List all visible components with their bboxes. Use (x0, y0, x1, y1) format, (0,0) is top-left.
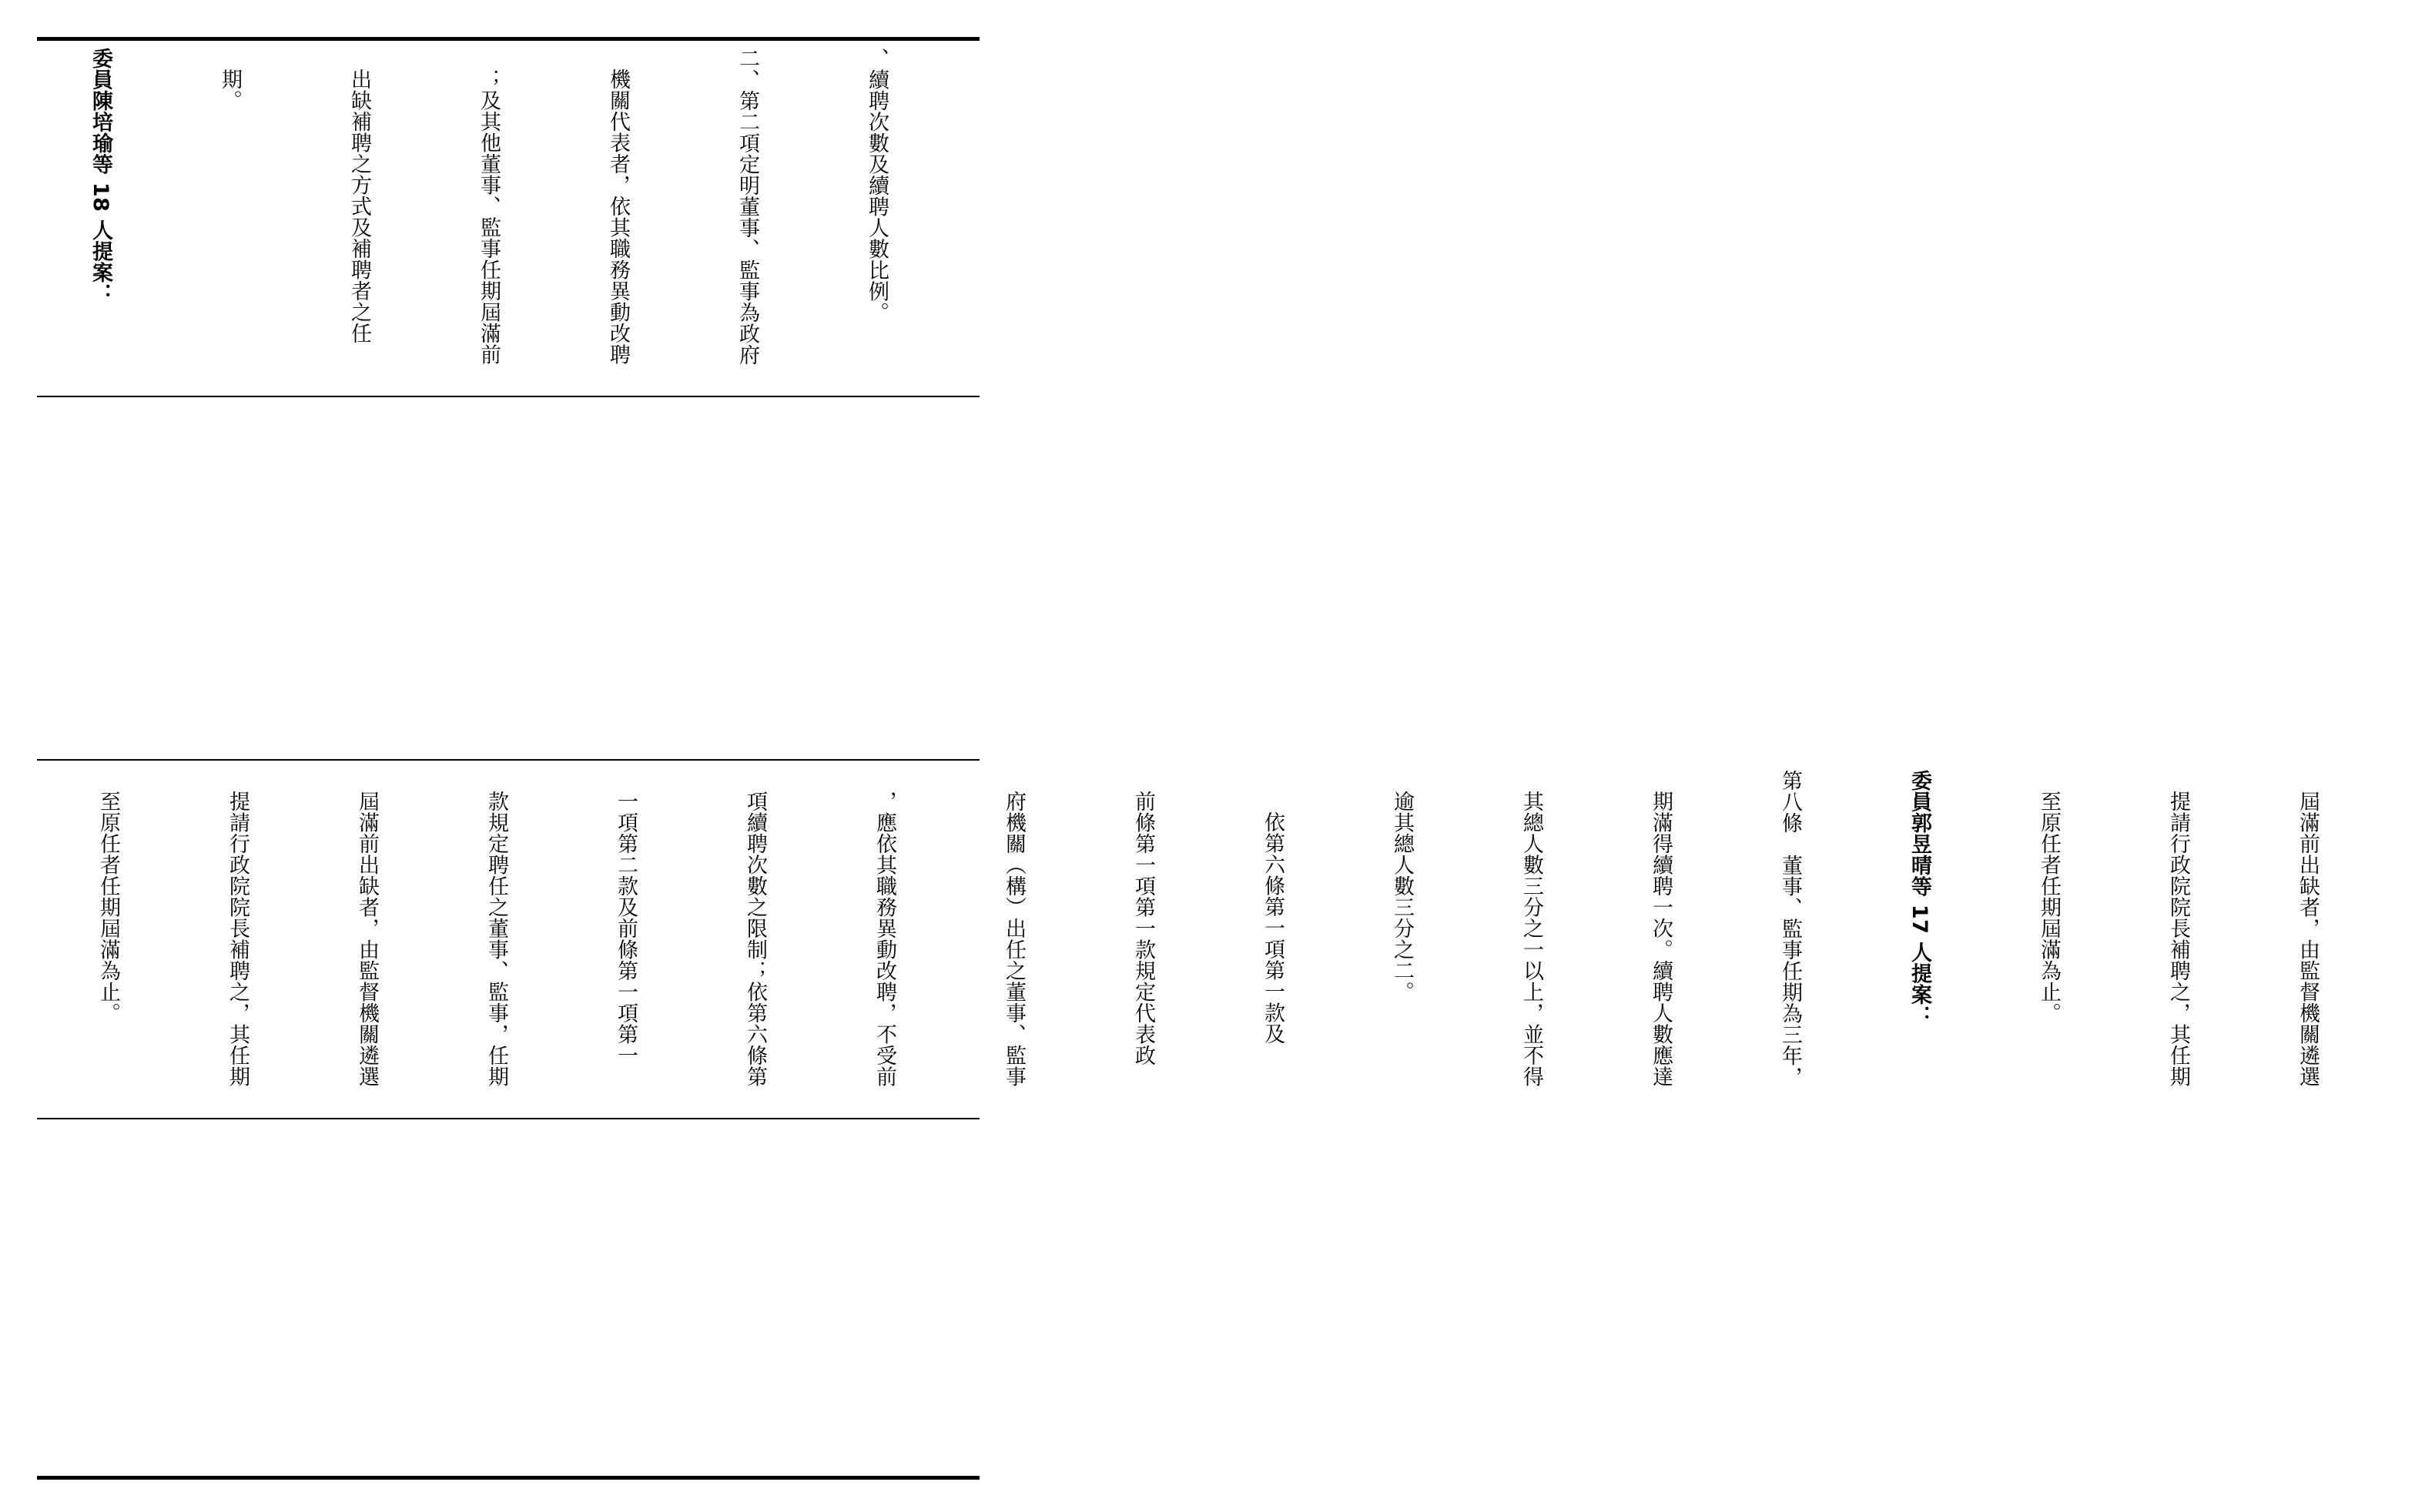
text-line: ；及其他董事、監事任期屆滿前 (477, 69, 501, 365)
text-line: 屆滿前出缺者，由監督機關遴選 (355, 791, 379, 1087)
lower-panel-bottom-rule (37, 1118, 980, 1119)
proposal-heading: 委員郭昱晴等 17 人提案： (1908, 770, 1931, 1027)
text-line: 其總人數三分之一以上，並不得 (1519, 791, 1543, 1087)
text-line: 屆滿前出缺者，由監督機關遴選 (2296, 791, 2320, 1087)
lower-text-panel (43, 770, 2415, 1109)
lower-panel-top-rule (37, 759, 980, 761)
text-line: 項續聘次數之限制；依第六條第 (743, 791, 767, 1087)
text-line: 提請行政院院長補聘之，其任期 (2166, 791, 2190, 1087)
text-line: 一項第二款及前條第一項第一 (614, 791, 638, 1066)
proposal-heading: 委員陳培瑜等 18 人提案： (89, 48, 112, 305)
text-line: 、續聘次數及續聘人數比例。 (865, 48, 889, 323)
upper-panel-bottom-rule (37, 396, 980, 397)
text-line: 期。 (218, 69, 242, 111)
text-line: 期滿得續聘一次。續聘人數應達 (1649, 791, 1673, 1087)
text-line: 至原任者任期屆滿為止。 (2037, 791, 2061, 1024)
bottom-rule (37, 1476, 980, 1480)
text-line: 第八條 董事、監事任期為三年， (1778, 770, 1802, 1088)
text-line: 款規定聘任之董事、監事，任期 (484, 791, 508, 1087)
text-line: 府機關（構）出任之董事、監事 (1002, 791, 1026, 1087)
upper-text-panel (0, 48, 984, 386)
text-line: 二、第二項定明董事、監事為政府 (735, 48, 759, 366)
text-line: ，應依其職務異動改聘，不受前 (873, 791, 896, 1087)
text-line: 機關代表者，依其職務異動改聘 (606, 69, 630, 365)
top-rule (37, 37, 980, 41)
text-line: 前條第一項第一款規定代表政 (1131, 791, 1155, 1066)
text-line: 出缺補聘之方式及補聘者之任 (347, 69, 371, 344)
text-line: 依第六條第一項第一款及 (1261, 811, 1285, 1045)
text-line: 至原任者任期屆滿為止。 (96, 791, 120, 1024)
text-line: 逾其總人數三分之二。 (1390, 791, 1414, 1002)
text-line: 提請行政院院長補聘之，其任期 (226, 791, 250, 1087)
